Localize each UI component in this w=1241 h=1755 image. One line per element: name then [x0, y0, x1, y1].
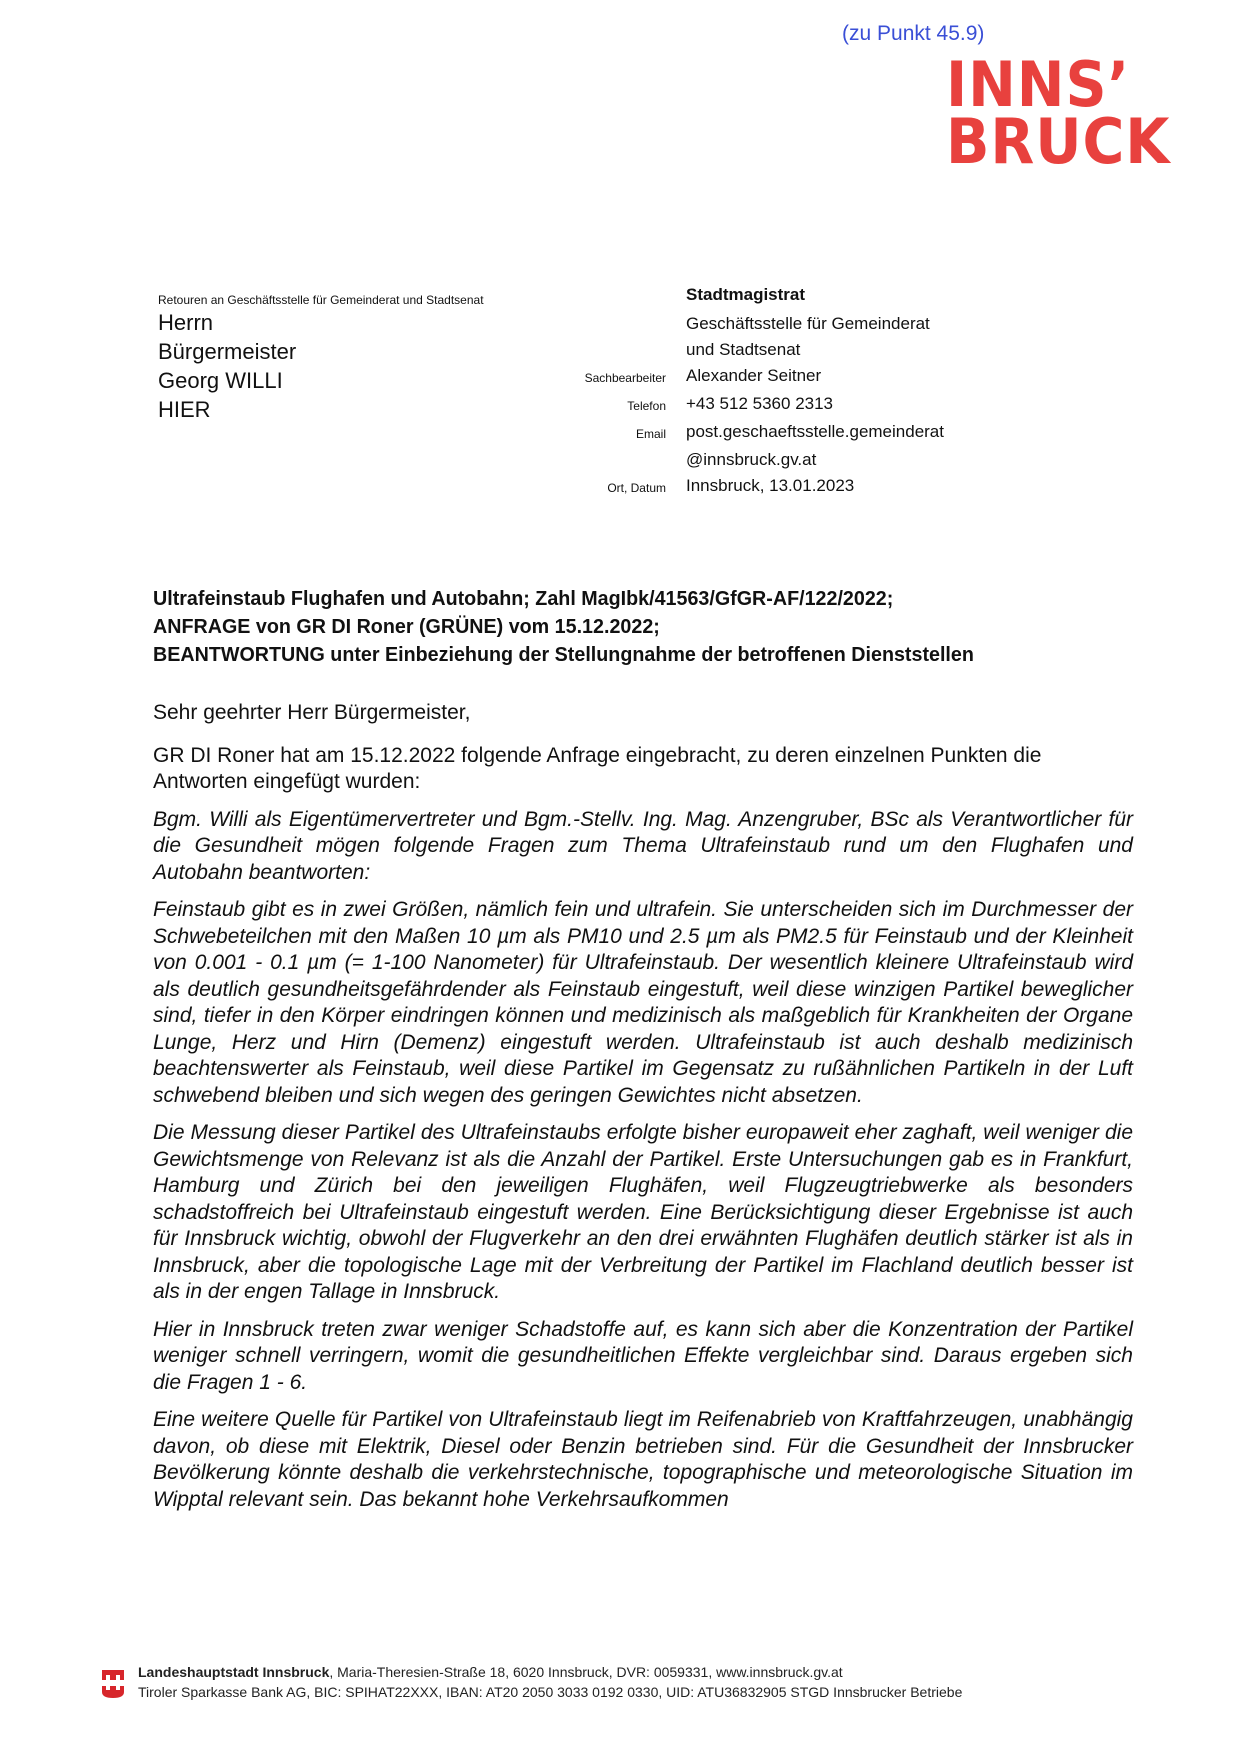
email-value-cont: @innsbruck.gv.at: [686, 450, 817, 469]
query-paragraph: Eine weitere Quelle für Partikel von Ultrafeinstaub liegt im Reifenabrieb von Kraftfahrzeugen, unabhängig davon, ob diese mit Elektrik, Diesel oder Benzin betrieben sind. Für die Gesundheit der Innsbrucker Bevölkerung könnte deshalb die verkehrstechnische, topographische und meteorologische Situation im Wipptal relevant sein. Das bekannt hohe Verkehrsaufkommen: [153, 1408, 1133, 1511]
subject-block: [153, 585, 974, 669]
subject-line-1: Ultrafeinstaub Flughafen und Autobahn; Zahl MagIbk/41563/GfGR-AF/122/2022;: [153, 588, 894, 610]
phone-label: Telefon: [627, 399, 666, 413]
place-date-value: Innsbruck, 13.01.2023: [686, 476, 855, 495]
recipient-line: Herrn: [158, 310, 214, 335]
footer: [100, 1662, 962, 1702]
innsbruck-logo: [946, 48, 1190, 178]
place-date-label: Ort, Datum: [607, 481, 666, 495]
sender-heading: Stadtmagistrat: [686, 285, 806, 304]
recipient-line: HIER: [158, 397, 211, 422]
sender-label-empty: [560, 337, 666, 363]
city-emblem-icon: [100, 1664, 126, 1700]
query-paragraph: Hier in Innsbruck treten zwar weniger Schadstoffe auf, es kann sich aber die Konzentration der Partikel weniger schnell verringern, womit die gesundheitlichen Effekte vergleichbar sind. Daraus ergeben sich die Fragen 1 - 6.: [153, 1317, 1133, 1394]
sender-label-empty: [560, 311, 666, 337]
footer-address: , Maria-Theresien-Straße 18, 6020 Innsbruck, DVR: 0059331, www.innsbruck.gv.at: [329, 1664, 843, 1680]
recipient-line: Bürgermeister: [158, 339, 297, 364]
footer-line-2: Tiroler Sparkasse Bank AG, BIC: SPIHAT22XXX, IBAN: AT20 2050 3033 0192 0330, UID: ATU36832905 STGD Innsbrucker Betriebe: [138, 1684, 963, 1700]
reference-note: (zu Punkt 45.9): [842, 22, 985, 45]
footer-line-1: [138, 1662, 962, 1682]
letter-body: [153, 700, 1133, 1524]
recipient-block: [158, 308, 296, 424]
recipient-line: Georg WILLI: [158, 368, 283, 393]
sender-department-1: Geschäftsstelle für Gemeinderat: [686, 314, 930, 333]
footer-text: [138, 1662, 962, 1702]
logo-line-2: BRUCK: [946, 105, 1171, 178]
return-address-line: Retouren an Geschäftsstelle für Gemeinderat und Stadtsenat: [158, 293, 484, 307]
subject-line-3: BEANTWORTUNG unter Einbeziehung der Stellungnahme der betroffenen Dienststellen: [153, 644, 974, 666]
query-paragraph: Die Messung dieser Partikel des Ultrafeinstaubs erfolgte bisher europaweit eher zaghaft, weil weniger die Gewichtsmenge von Relevanz ist als die Anzahl der Partikel. Erste Untersuchungen gab es in Frankfurt, Hamburg und Zürich bei den jeweiligen Flughäfen, weil Flugzeugtriebwerke als besonders schadstoffreich bei Ultrafeinstaub eingestuft werden. Eine Berücksichtigung dieser Ergebnisse ist auch für Innsbruck wichtig, obwohl der Flugverkehr an den drei erwähnten Flughäfen deutlich stärker ist als in Innsbruck, aber die topologische Lage mit der Verbreitung der Partikel im Flachland deutlich besser ist als in der engen Tallage in Innsbruck.: [153, 1121, 1133, 1303]
clerk-value: Alexander Seitner: [686, 366, 822, 385]
subject-line-2: ANFRAGE von GR DI Roner (GRÜNE) vom 15.12.2022;: [153, 616, 660, 638]
salutation: Sehr geehrter Herr Bürgermeister,: [153, 701, 471, 724]
sender-department-2: und Stadtsenat: [686, 340, 801, 359]
email-label-cont: [560, 447, 666, 473]
email-label: Email: [635, 427, 666, 441]
query-paragraph: Bgm. Willi als Eigentümervertreter und Bgm.-Stellv. Ing. Mag. Anzengruber, BSc als Verantwortlicher für die Gesundheit mögen folgende Fragen zum Thema Ultrafeinstaub rund um den Flughafen und Autobahn beantworten:: [153, 807, 1133, 884]
logo-line-1: INNS’: [946, 48, 1131, 121]
footer-city: Landeshauptstadt Innsbruck: [138, 1664, 330, 1680]
email-value: post.geschaeftsstelle.gemeinderat: [686, 422, 944, 441]
query-paragraph: Feinstaub gibt es in zwei Größen, nämlich fein und ultrafein. Sie unterscheiden sich im Durchmesser der Schwebeteilchen mit den Maßen 10 µm als PM10 und 2.5 µm als PM2.5 für Feinstaub und der Kleinheit von 0.001 - 0.1 µm (= 1-100 Nanometer) für Ultrafeinstaub. Der wesentlich kleinere Ultrafeinstaub wird als deutlich gesundheitsgefährdender als Feinstaub eingestuft, weil diese winzigen Partikel beweglicher sind, tiefer in den Körper eindringen können und medizinisch als maßgeblich für Krankheiten der Organe Lunge, Herz und Hirn (Demenz) eingestuft werden. Ultrafeinstaub ist auch deshalb medizinisch beachtenswerter als Feinstaub, weil diese Partikel im Gegensatz zu rußähnlichen Partikeln in der Luft schwebend bleiben und sich wegen des geringen Gewichtes nicht absetzen.: [153, 898, 1133, 1107]
sender-info: [560, 311, 944, 501]
clerk-label: Sachbearbeiter: [584, 371, 666, 385]
intro-paragraph: GR DI Roner hat am 15.12.2022 folgende Anfrage eingebracht, zu deren einzelnen Punkten die Antworten eingefügt wurden:: [153, 743, 1042, 793]
phone-value: +43 512 5360 2313: [686, 394, 834, 413]
